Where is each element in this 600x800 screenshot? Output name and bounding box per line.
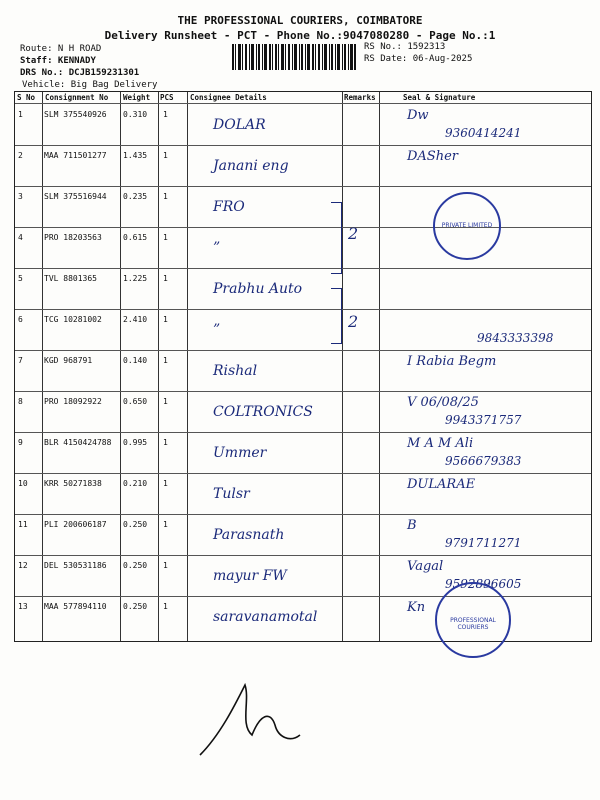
table-row bbox=[15, 186, 591, 227]
courier-seal-stamp: PROFESSIONAL COURIERS bbox=[435, 582, 511, 658]
col-consignment: Consignment No bbox=[45, 93, 109, 102]
cell-sno: 9 bbox=[18, 438, 23, 447]
vehicle-label: Vehicle: Big Bag Delivery bbox=[22, 80, 158, 90]
cell-weight: 0.210 bbox=[123, 479, 148, 488]
cell-consignee: Parasnath bbox=[213, 527, 285, 543]
barcode-image bbox=[232, 44, 356, 70]
cell-consignee: Janani eng bbox=[213, 158, 289, 174]
cell-consignment: BLR 4150424788 bbox=[44, 438, 112, 447]
cell-weight: 0.250 bbox=[123, 520, 148, 529]
col-remarks: Remarks bbox=[344, 93, 376, 102]
rs-number: RS No.: 1592313 bbox=[364, 42, 446, 52]
cell-sno: 10 bbox=[18, 479, 28, 488]
cell-consignment: KGD 968791 bbox=[44, 356, 93, 365]
cell-consignment: MAA 577894110 bbox=[44, 602, 107, 611]
cell-signature: B bbox=[407, 518, 417, 533]
cell-weight: 1.435 bbox=[123, 151, 148, 160]
cell-sno: 8 bbox=[18, 397, 23, 406]
cell-signature: DASher bbox=[407, 149, 458, 164]
cell-consignee: Prabhu Auto bbox=[213, 281, 303, 297]
cell-pcs: 1 bbox=[163, 192, 168, 201]
cell-consignee: Tulsr bbox=[213, 486, 250, 502]
cell-phone: 9791711271 bbox=[445, 536, 522, 550]
cell-consignment: TVL 8801365 bbox=[44, 274, 97, 283]
cell-weight: 0.615 bbox=[123, 233, 148, 242]
cell-consignee: COLTRONICS bbox=[213, 404, 313, 420]
cell-consignment: MAA 711501277 bbox=[44, 151, 107, 160]
cell-weight: 0.140 bbox=[123, 356, 148, 365]
cell-consignment: DEL 530531186 bbox=[44, 561, 107, 570]
table-row bbox=[15, 432, 591, 473]
cell-pcs: 1 bbox=[163, 479, 168, 488]
cell-sno: 3 bbox=[18, 192, 23, 201]
cell-pcs: 1 bbox=[163, 151, 168, 160]
cell-pcs: 1 bbox=[163, 110, 168, 119]
cell-sno: 12 bbox=[18, 561, 28, 570]
cell-signature: I Rabia Begm bbox=[407, 354, 497, 369]
col-seal: Seal & Signature bbox=[403, 93, 476, 102]
col-pcs: PCS bbox=[160, 93, 174, 102]
cell-consignee: mayur FW bbox=[213, 568, 287, 584]
table-row bbox=[15, 514, 591, 555]
cell-sno: 7 bbox=[18, 356, 23, 365]
cell-consignment: SLM 375540926 bbox=[44, 110, 107, 119]
remark-group-b: 2 bbox=[348, 312, 359, 331]
col-weight: Weight bbox=[123, 93, 151, 102]
drs-label: DRS No.: DCJB159231301 bbox=[20, 68, 140, 78]
rs-date: RS Date: 06-Aug-2025 bbox=[364, 54, 473, 64]
cell-sno: 6 bbox=[18, 315, 23, 324]
cell-consignee: DOLAR bbox=[213, 117, 266, 133]
table-row bbox=[15, 391, 591, 432]
cell-phone: 9843333398 bbox=[477, 331, 554, 345]
cell-consignee: Rishal bbox=[213, 363, 258, 379]
table-row bbox=[15, 309, 591, 350]
cell-weight: 0.310 bbox=[123, 110, 148, 119]
cell-signature: Vagal bbox=[407, 559, 444, 574]
runsheet-table bbox=[14, 91, 592, 642]
cell-consignment: PRO 18203563 bbox=[44, 233, 102, 242]
cell-consignment: KRR 50271838 bbox=[44, 479, 102, 488]
table-row bbox=[15, 145, 591, 186]
staff-label: Staff: KENNADY bbox=[20, 56, 96, 66]
table-row bbox=[15, 555, 591, 596]
remarks-brace bbox=[331, 288, 342, 344]
cell-weight: 2.410 bbox=[123, 315, 148, 324]
cell-consignee: Ummer bbox=[213, 445, 267, 461]
cell-sno: 11 bbox=[18, 520, 28, 529]
col-sno: S No bbox=[17, 93, 36, 102]
cell-phone: 9592896605 bbox=[445, 577, 522, 591]
supervisor-signature bbox=[190, 675, 310, 765]
cell-pcs: 1 bbox=[163, 274, 168, 283]
cell-pcs: 1 bbox=[163, 520, 168, 529]
table-row bbox=[15, 227, 591, 268]
cell-signature: Dw bbox=[407, 108, 429, 123]
col-consignee: Consignee Details bbox=[190, 93, 267, 102]
cell-weight: 0.235 bbox=[123, 192, 148, 201]
table-row bbox=[15, 268, 591, 309]
cell-consignment: SLM 375516944 bbox=[44, 192, 107, 201]
cell-consignment: PRO 18092922 bbox=[44, 397, 102, 406]
cell-phone: 9566679383 bbox=[445, 454, 522, 468]
cell-sno: 5 bbox=[18, 274, 23, 283]
cell-sno: 2 bbox=[18, 151, 23, 160]
cell-weight: 0.650 bbox=[123, 397, 148, 406]
cell-consignment: PLI 200606187 bbox=[44, 520, 107, 529]
cell-pcs: 1 bbox=[163, 233, 168, 242]
cell-pcs: 1 bbox=[163, 438, 168, 447]
cell-pcs: 1 bbox=[163, 602, 168, 611]
remark-group-a: 2 bbox=[348, 224, 359, 243]
cell-phone: 9943371757 bbox=[445, 413, 522, 427]
cell-signature: Kn bbox=[407, 600, 426, 615]
cell-weight: 0.250 bbox=[123, 602, 148, 611]
cell-sno: 13 bbox=[18, 602, 28, 611]
cell-consignee: ” bbox=[213, 240, 221, 256]
cell-consignment: TCG 10281002 bbox=[44, 315, 102, 324]
cell-consignee: saravanamotal bbox=[213, 609, 318, 625]
cell-sno: 1 bbox=[18, 110, 23, 119]
cell-phone: 9360414241 bbox=[445, 126, 522, 140]
runsheet-title: THE PROFESSIONAL COURIERS, COIMBATORE bbox=[177, 14, 423, 27]
cell-pcs: 1 bbox=[163, 356, 168, 365]
remarks-brace bbox=[331, 202, 342, 274]
cell-weight: 0.995 bbox=[123, 438, 148, 447]
route-label: Route: N H ROAD bbox=[20, 44, 102, 54]
cell-signature: DULARAE bbox=[407, 477, 476, 492]
cell-sno: 4 bbox=[18, 233, 23, 242]
cell-pcs: 1 bbox=[163, 397, 168, 406]
table-row bbox=[15, 104, 591, 145]
cell-consignee: FRO bbox=[213, 199, 245, 215]
runsheet-subtitle: Delivery Runsheet - PCT - Phone No.:9047080280 - Page No.:1 bbox=[104, 29, 496, 42]
cell-signature: M A M Ali bbox=[407, 436, 474, 451]
cell-weight: 0.250 bbox=[123, 561, 148, 570]
cell-consignee: ” bbox=[213, 322, 221, 338]
cell-pcs: 1 bbox=[163, 561, 168, 570]
cell-pcs: 1 bbox=[163, 315, 168, 324]
table-row bbox=[15, 350, 591, 391]
cell-signature: V 06/08/25 bbox=[407, 395, 479, 410]
table-row bbox=[15, 473, 591, 514]
private-limited-stamp: PRIVATE LIMITED bbox=[433, 192, 501, 260]
cell-weight: 1.225 bbox=[123, 274, 148, 283]
